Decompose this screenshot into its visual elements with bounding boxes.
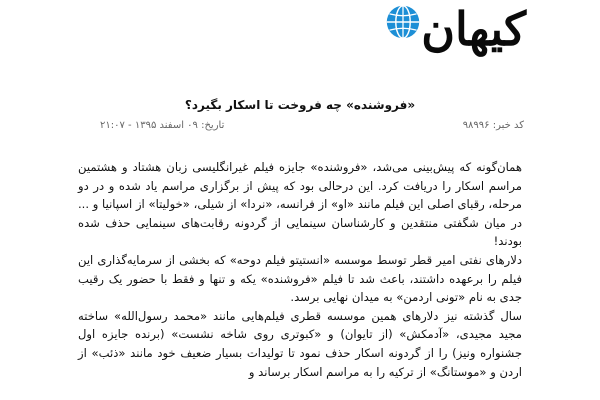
article-meta (100, 120, 524, 131)
article-paragraph: سال گذشته نیز دلارهای همین موسسه قطری فیلم‌هایی مانند «محمد رسول‌الله» ساخته مجید مجیدی، «آدمکش» (از تایوان) و «کبوتری روی شاخه نشست» (برنده جایزه اول جشنواره ونیز) را از گردونه اسکار حذف نمود تا تولیدات بسیار ضعیف خود مانند «ذئب» از اردن و «موستانگ» از ترکیه را به مراسم اسکار برساند و (78, 308, 522, 379)
globe-icon (385, 4, 421, 40)
article-paragraph: همان‌گونه که پیش‌بینی می‌شد، «فروشنده» جایزه فیلم غیرانگلیسی زبان هشتاد و هشتمین مراسم اسکار را دریافت کرد. این درحالی بود که پیش از برگزاری مراسم یاد شده و در دو مرحله، رقبای اصلی این فیلم مانند «او» از فرانسه، «نردا» از شیلی، «خولیتا» از اسپانیا و ... در میان شگفتی منتقدین و کارشناسان سینمایی از گردونه رقابت‌های سینمایی حذف شده بودند! (78, 160, 522, 249)
article-body (78, 158, 522, 381)
article-headline: «فروشنده» چه فروخت تا اسکار بگیرد؟ (184, 98, 416, 112)
kayhan-logo[interactable] (391, 2, 526, 56)
article-paragraph: دلارهای نفتی امیر قطر توسط موسسه «انستیتو فیلم دوحه» که بخشی از سرمایه‌گذاری این فیلم را برعهده داشتند، باعث شد تا فیلم «فروشنده» یکه و تنها و فقط با حضور یک رقیب جدی به نام «تونی اردمن» به میدان نهایی برسد. (78, 252, 522, 305)
news-code: کد خبر: ۹۸۹۹۶ (462, 120, 524, 131)
logo-wordmark: کیهان (421, 2, 526, 56)
publish-date: تاریخ: ۰۹ اسفند ۱۳۹۵ - ۲۱:۰۷ (100, 120, 225, 131)
